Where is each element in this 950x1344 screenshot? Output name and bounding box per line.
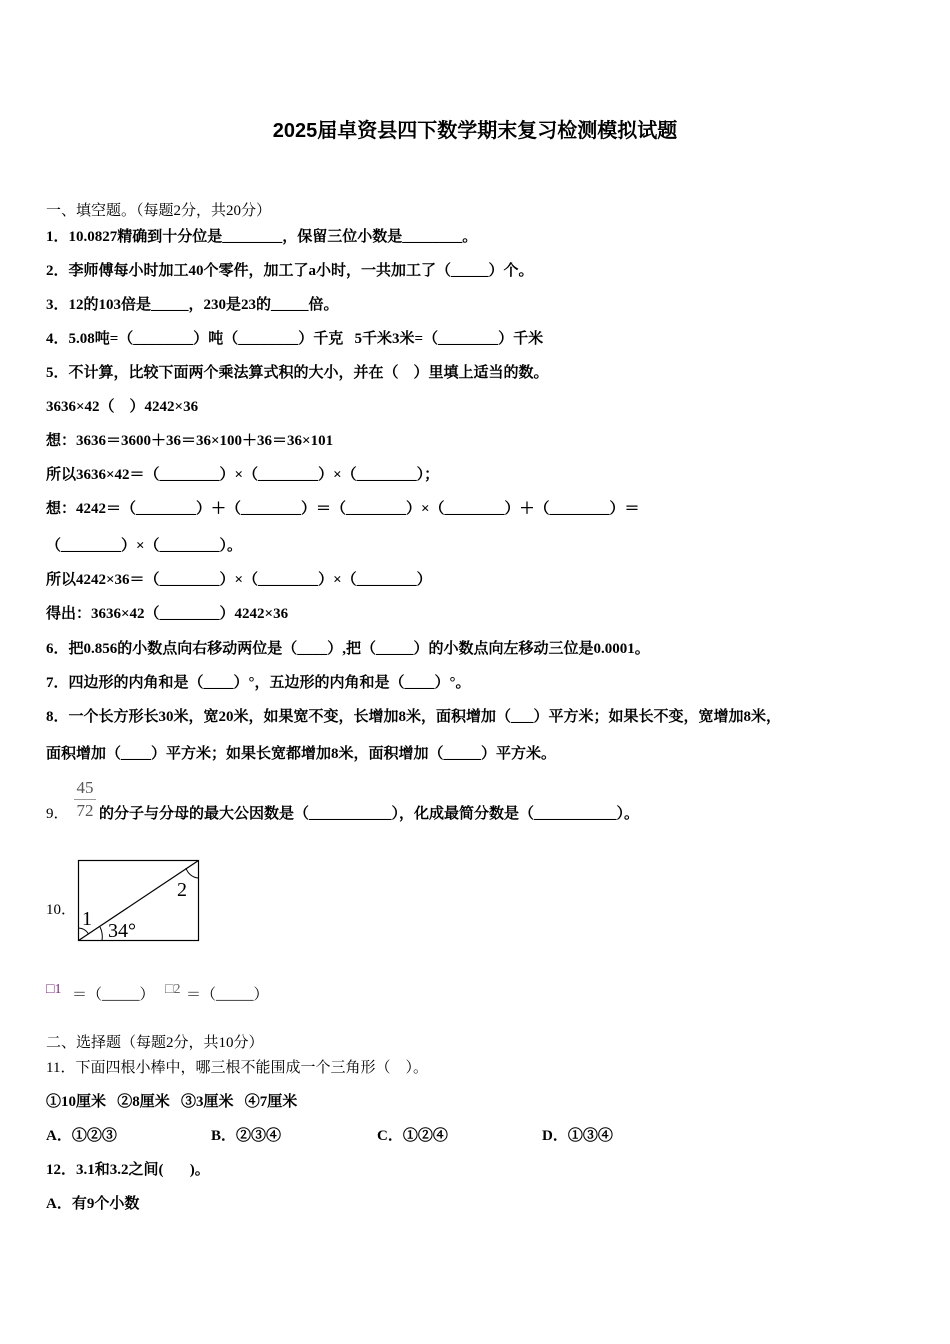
choice-a: A．①②③ bbox=[46, 1128, 117, 1144]
choice-d: D．①③④ bbox=[542, 1128, 613, 1144]
question-6: 6．把0.856的小数点向右移动两位是（____）,把（_____）的小数点向左移动三位是0.0001。 bbox=[46, 641, 650, 657]
question-5-line: 得出：3636×42（________）4242×36 bbox=[46, 606, 289, 622]
question-5-line: 所以4242×36＝（________）×（________）×（________） bbox=[46, 572, 432, 588]
question-7: 7．四边形的内角和是（____）°，五边形的内角和是（____）°。 bbox=[46, 675, 471, 691]
fraction bbox=[74, 778, 96, 821]
question-12: 12．3.1和3.2之间( )。 bbox=[46, 1162, 210, 1178]
question-5-line: 想：3636＝3600＋36＝36×100＋36＝36×101 bbox=[46, 433, 334, 449]
question-5-line: （________）×（________）。 bbox=[46, 538, 243, 554]
angle-1-symbol: □1 bbox=[46, 982, 62, 997]
question-9-number: 9． bbox=[46, 806, 69, 822]
choice-a: A．有9个小数 bbox=[46, 1196, 140, 1212]
question-5-line: 所以3636×42＝（________）×（________）×（________）； bbox=[46, 467, 440, 483]
angle-2-label: 2 bbox=[177, 879, 187, 901]
angle-1-label: 1 bbox=[82, 908, 92, 930]
question-5: 5．不计算，比较下面两个乘法算式积的大小，并在（ ）里填上适当的数。 bbox=[46, 365, 549, 381]
denominator: 72 bbox=[76, 801, 94, 820]
question-1: 1．10.0827精确到十分位是________，保留三位小数是________。 bbox=[46, 229, 478, 245]
question-5-line: 想：4242＝（________）＋（________）＝（________）×（________）＋（________）＝ bbox=[46, 501, 640, 517]
question-2: 2．李师傅每小时加工40个零件，加工了a小时，一共加工了（_____）个。 bbox=[46, 263, 534, 279]
question-11-options: ①10厘米 ②8厘米 ③3厘米 ④7厘米 bbox=[46, 1094, 298, 1110]
question-8: 8．一个长方形长30米，宽20米，如果宽不变，长增加8米，面积增加（___）平方米；如果长不变，宽增加8米， bbox=[46, 709, 782, 725]
section-heading-1: 一、填空题。（每题2分，共20分） bbox=[46, 203, 272, 219]
angle-2-symbol: □2 bbox=[165, 982, 181, 997]
question-11: 11．下面四根小棒中，哪三根不能围成一个三角形（ ）。 bbox=[46, 1060, 428, 1076]
angle-34-label: 34° bbox=[108, 920, 136, 942]
choice-c: C．①②④ bbox=[377, 1128, 448, 1144]
question-4: 4．5.08吨=（________）吨（________）千克 5千米3米=（________）千米 bbox=[46, 331, 544, 347]
page-title: 2025届卓资县四下数学期末复习检测模拟试题 bbox=[272, 120, 678, 142]
section-heading-2: 二、选择题（每题2分，共10分） bbox=[46, 1035, 264, 1051]
choice-b: B．②③④ bbox=[211, 1128, 282, 1144]
rectangle-diagram bbox=[76, 858, 202, 942]
question-5-line: 3636×42（ ）4242×36 bbox=[46, 399, 199, 415]
angle-1-answer: ＝（_____） bbox=[72, 987, 155, 1003]
question-9: 的分子与分母的最大公因数是（___________），化成最简分数是（___________）。 bbox=[99, 806, 640, 822]
question-10-number: 10． bbox=[46, 902, 77, 918]
angle-2-answer: ＝（_____） bbox=[186, 987, 269, 1003]
numerator: 45 bbox=[76, 778, 94, 797]
question-8-cont: 面积增加（____）平方米；如果长宽都增加8米，面积增加（_____）平方米。 bbox=[46, 746, 557, 762]
question-3: 3．12的103倍是_____，230是23的_____倍。 bbox=[46, 297, 339, 313]
